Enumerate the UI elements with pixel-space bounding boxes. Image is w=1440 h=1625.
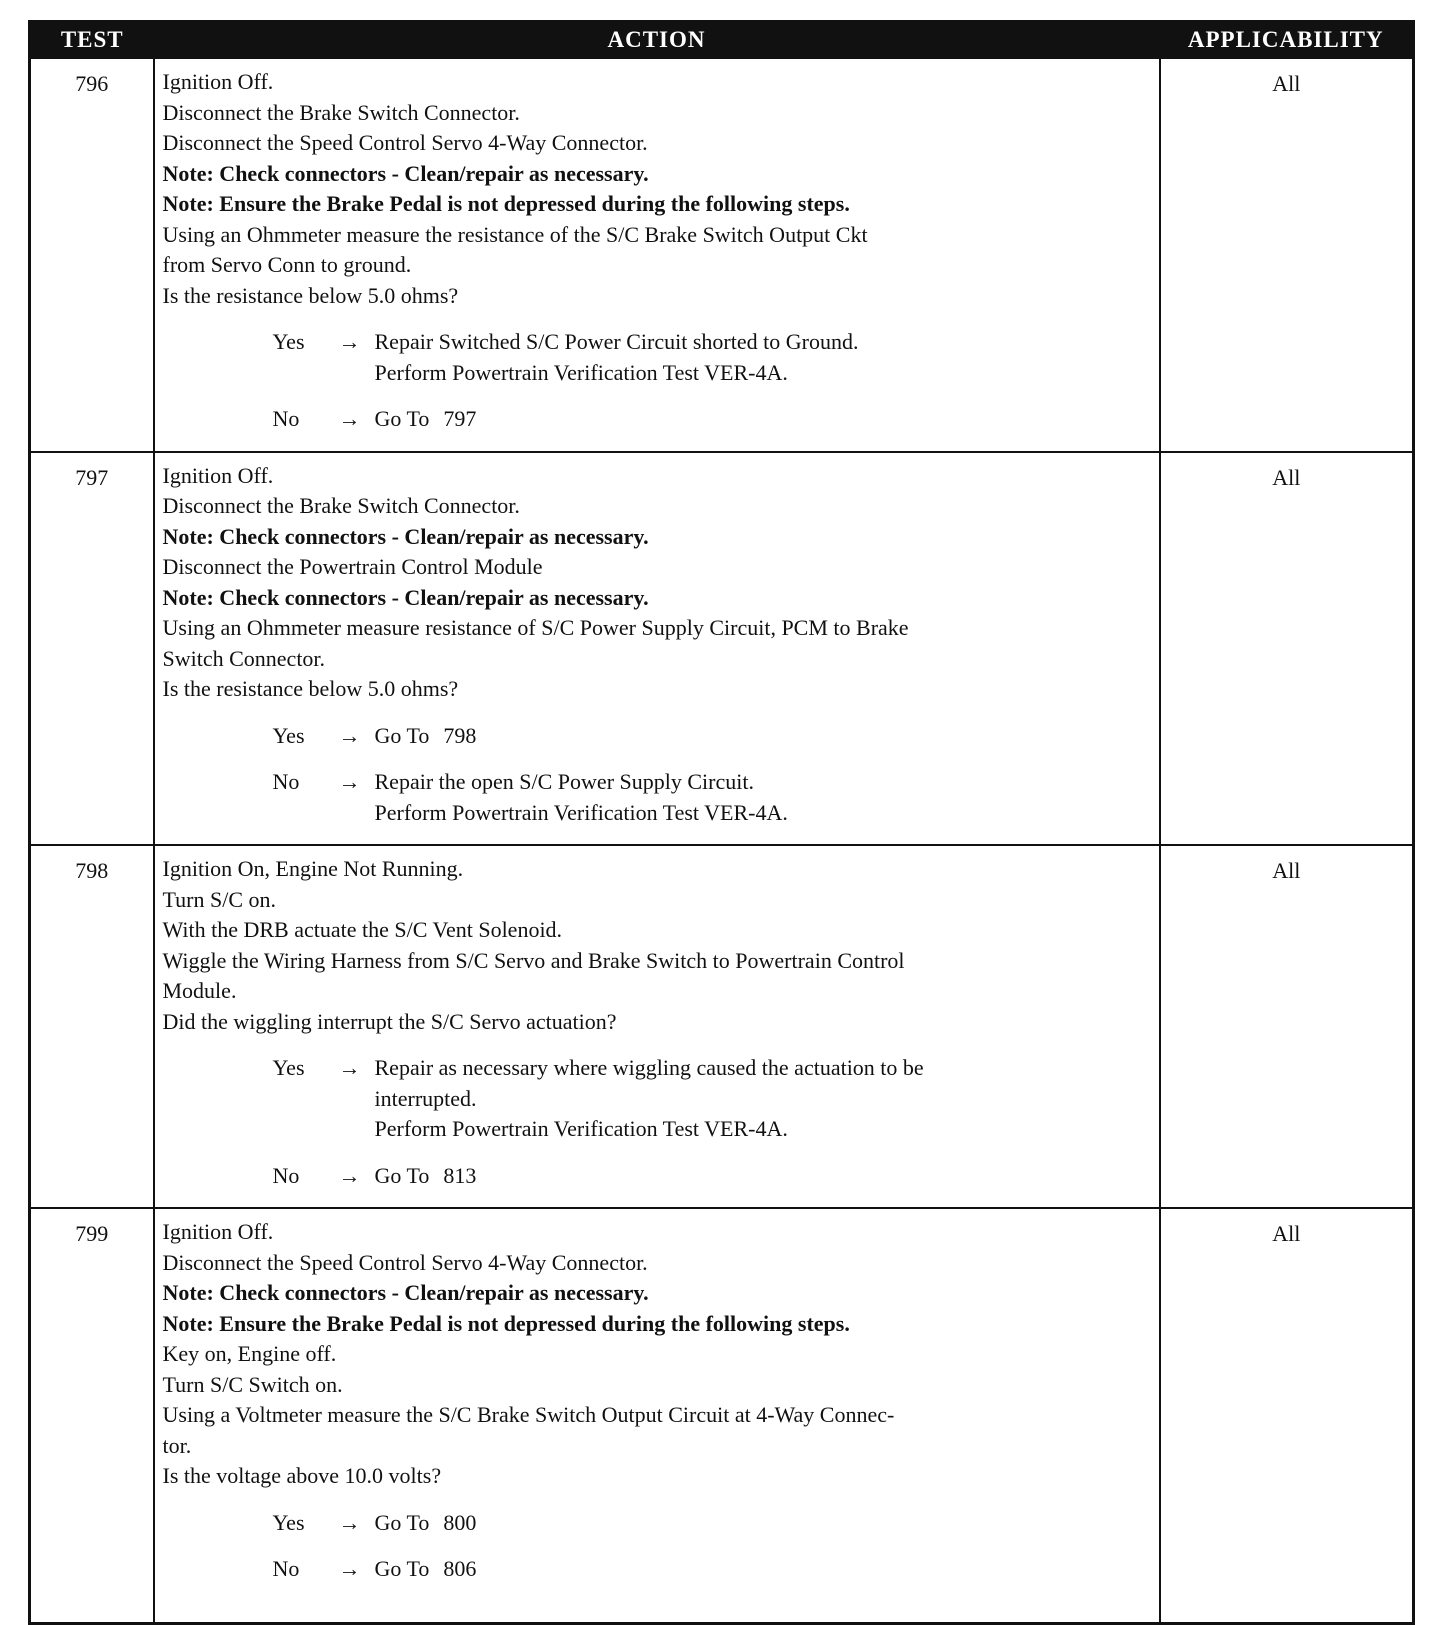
header-action: ACTION [154,22,1160,59]
answer-line: Perform Powertrain Verification Test VER-4A. [374,799,788,825]
goto-target: 806 [443,1556,477,1581]
action-cell [154,452,1160,846]
answer-yes [273,1508,1151,1539]
answer-text [375,767,1151,828]
diagnostic-test-table [28,20,1412,1625]
action-note: Note: Ensure the Brake Pedal is not depressed during the following steps. [162,1310,850,1336]
applicability-cell: All [1160,1208,1414,1624]
action-note: Note: Check connectors - Clean/repair as necessary. [162,1280,649,1305]
action-step: Switch Connector. [162,645,326,671]
action-step: Disconnect the Speed Control Servo 4-Way Connector. [162,1249,648,1275]
action-step: Disconnect the Brake Switch Connector. [162,493,520,518]
action-step: Using a Voltmeter measure the S/C Brake Switch Output Circuit at 4-Way Connec- [162,1402,895,1427]
action-step: Turn S/C on. [162,886,277,912]
answer-text [375,404,1151,435]
answer-line: Perform Powertrain Verification Test VER-4A. [374,359,788,385]
action-step: Ignition Off. [162,1219,274,1244]
answer-line: Repair the open S/C Power Supply Circuit. [374,769,754,794]
applicability-cell: All [1160,452,1414,846]
arrow-right-icon: → [338,329,361,354]
action-cell [154,58,1160,452]
answer-key: Yes [272,1055,305,1080]
arrow-right-icon: → [338,722,361,748]
action-step: Turn S/C Switch on. [162,1371,343,1397]
answer-text [375,721,1151,752]
table-row [30,58,1414,452]
goto-label: Go To [374,722,430,748]
action-step: Module. [162,978,237,1003]
action-question: Is the resistance below 5.0 ohms? [162,282,459,308]
goto-target: 800 [443,1509,477,1535]
action-step: Wiggle the Wiring Harness from S/C Servo and Brake Switch to Powertrain Control [162,947,905,973]
answer-key: Yes [272,722,305,748]
answer-line: Perform Powertrain Verification Test VER-4A. [374,1116,788,1141]
action-step: Ignition Off. [162,462,274,488]
arrow-right-icon: → [338,1162,361,1188]
action-step: Key on, Engine off. [162,1341,337,1366]
action-step: Disconnect the Brake Switch Connector. [162,99,520,125]
answer-text [375,1508,1151,1539]
answer-key: Yes [272,1509,305,1535]
goto-target: 797 [443,406,477,431]
action-note: Note: Check connectors - Clean/repair as necessary. [162,523,649,549]
goto-label: Go To [374,1162,430,1188]
answer-text [375,1053,1151,1145]
goto-label: Go To [374,406,430,431]
answer-key: Yes [272,329,305,354]
answer-line: Repair Switched S/C Power Circuit shorted to Ground. [374,329,859,354]
table-row [30,452,1414,846]
action-step: tor. [162,1432,192,1458]
action-step: from Servo Conn to ground. [162,252,412,277]
answer-no [273,1161,1151,1192]
applicability-cell: All [1160,845,1414,1208]
answer-key: No [272,1556,300,1581]
answer-line: interrupted. [374,1085,477,1111]
arrow-right-icon: → [338,769,361,794]
answer-key: No [272,406,300,431]
arrow-right-icon: → [338,1055,361,1080]
action-step: Disconnect the Powertrain Control Module [162,554,543,579]
action-step: Using an Ohmmeter measure the resistance of the S/C Brake Switch Output Ckt [162,221,868,247]
answer-yes [273,327,1151,388]
test-table [28,20,1415,1625]
answer-text [375,1554,1151,1585]
answer-key: No [272,1162,300,1188]
answer-key: No [272,769,300,794]
header-test: TEST [30,22,154,59]
goto-label: Go To [374,1509,430,1535]
action-question: Did the wiggling interrupt the S/C Servo actuation? [162,1008,617,1034]
table-row [30,1208,1414,1624]
action-step: Ignition On, Engine Not Running. [162,856,464,881]
answer-line: Repair as necessary where wiggling caused the actuation to be [374,1055,924,1080]
answer-text [375,1161,1151,1192]
answer-text [375,327,1151,388]
action-note: Note: Check connectors - Clean/repair as necessary. [162,584,649,610]
answer-yes [273,721,1151,752]
table-header-row [30,22,1414,59]
arrow-right-icon: → [338,1509,361,1535]
applicability-cell: All [1160,58,1414,452]
answer-no [273,1554,1151,1585]
action-step: Disconnect the Speed Control Servo 4-Way Connector. [162,130,648,155]
test-number: 797 [30,452,154,846]
answer-no [273,767,1151,828]
action-note: Note: Check connectors - Clean/repair as necessary. [162,160,649,186]
goto-target: 813 [443,1162,477,1188]
test-number: 798 [30,845,154,1208]
action-step: Ignition Off. [162,69,274,94]
table-row [30,845,1414,1208]
test-number: 799 [30,1208,154,1624]
action-cell [154,1208,1160,1624]
arrow-right-icon: → [338,1556,361,1581]
answer-yes [273,1053,1151,1145]
action-step: Using an Ohmmeter measure resistance of S/C Power Supply Circuit, PCM to Brake [162,615,909,640]
action-question: Is the voltage above 10.0 volts? [162,1463,442,1488]
goto-target: 798 [443,722,477,748]
action-note: Note: Ensure the Brake Pedal is not depressed during the following steps. [162,191,850,216]
header-applicability: APPLICABILITY [1160,22,1414,59]
action-cell [154,845,1160,1208]
action-question: Is the resistance below 5.0 ohms? [162,676,459,701]
action-step: With the DRB actuate the S/C Vent Solenoid. [162,917,563,942]
answer-no [273,404,1151,435]
goto-label: Go To [374,1556,430,1581]
test-number: 796 [30,58,154,452]
arrow-right-icon: → [338,406,361,431]
